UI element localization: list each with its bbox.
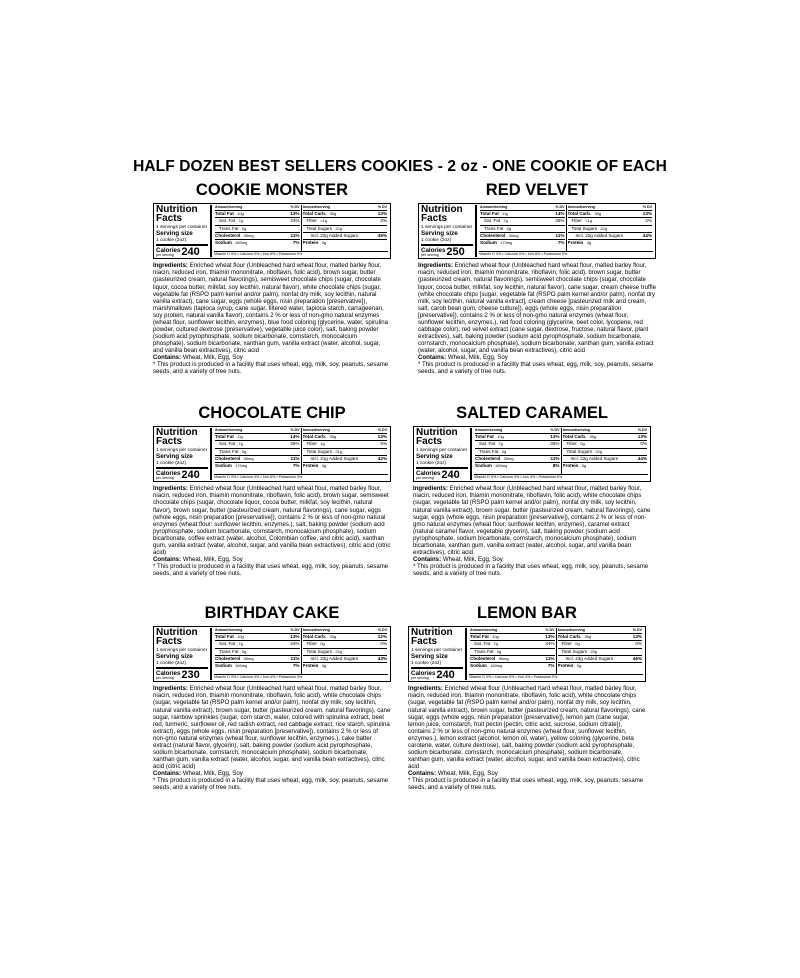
total-fat-dv: 13% [290, 634, 300, 639]
sodium-amount: 180mg [495, 463, 508, 469]
trans-fat-amount: 0g [241, 648, 247, 654]
dv-header: % DV [550, 428, 560, 432]
cholesterol-dv: 11% [290, 232, 300, 238]
nutrient-column-right: Amount/serving % DV Total Carb. 35g 13% Fiber <1g 2% Total Sugars 22g Incl. 22g Added Sugars 44% Protein 3g [566, 205, 654, 251]
nutrition-summary [421, 205, 477, 257]
cholesterol-dv: 11% [545, 655, 555, 661]
serving-size-value: 1 cookie (2oz) [156, 661, 208, 670]
total-carb-dv: 13% [377, 211, 387, 216]
sodium-dv: 7% [292, 240, 300, 246]
nutrient-column-left: Amount/serving % DV Total Fat 10g 13% Sat. Fat 7g 34% Trans Fat 0g Cholesterol 35mg 11% Sodium 160mg 7% [215, 628, 300, 669]
sat-fat-amount: 7g [498, 441, 503, 447]
nutrition-facts-heading: Nutrition Facts [156, 427, 198, 447]
total-sugars-amount: 22g [600, 225, 607, 231]
calories-label: Calories per serving [411, 669, 436, 681]
serving-size-label: Serving size [156, 453, 193, 461]
sodium-dv: 8% [552, 463, 560, 469]
vitamins-line: Vitamin D 0% • Calcium 0% • Iron 4% • Potassium 0% [214, 674, 388, 680]
nutrition-facts-panel [153, 203, 391, 259]
nutrient-table [212, 205, 388, 257]
cookie-card-salted-caramel [413, 403, 651, 577]
sat-fat-dv: 33% [290, 218, 300, 224]
dv-header: % DV [290, 205, 300, 209]
cholesterol-dv: 11% [290, 455, 300, 461]
vitamins-line: Vitamin D 0% • Calcium 0% • Iron 4% • Potassium 0% [474, 474, 648, 480]
contains-label: Contains [153, 354, 180, 361]
total-sugars-amount: 22g [595, 448, 602, 454]
ingredients-label: Ingredients [408, 685, 441, 693]
facility-note: * This product is produced in a facility that uses wheat, egg, milk, soy, peanuts, sesame seeds, and a variety of tree nuts. [408, 777, 644, 792]
total-carb-amount: 35g [589, 434, 597, 439]
sat-fat-amount: 7g [238, 441, 243, 447]
calories-block [421, 247, 473, 257]
total-fat-dv: 14% [555, 211, 565, 216]
fiber-amount: <1g [320, 218, 328, 224]
trans-fat-amount: 0g [241, 225, 247, 231]
nutrient-table [467, 628, 643, 680]
calories-value: 230 [181, 669, 200, 682]
calories-sub-label: per serving [156, 676, 174, 681]
nutrient-table [212, 628, 388, 680]
nutrient-table [477, 205, 653, 257]
cholesterol-dv: 11% [550, 455, 560, 461]
trans-fat-amount: 0g [241, 448, 247, 454]
nutrition-summary [156, 205, 212, 257]
total-fat-dv: 13% [550, 434, 560, 439]
ingredients-text: Enriched wheat flour (Unbleached hard wheat flour, malted barley flour, niacin, reduced iron, thiamin mononitrate, riboflavin, folic acid), brown sugar, butter (pasteurized cream, natural flavorings), semisweet chocolate chips (sugar, chocolate liquor, cocoa butter, milkfat, soy lecithin, natural flavor), cane sugar, cream cheese truffle (white chocolate chips [sugar, vegetable fat (RSPO palm kernel and/or palm), nonfat dry milk, soy lecithin, natural vanilla extract], cream cheese [pasteurized milk and cream, salt, carob bean gum, cheese culture]), eggs (whole eggs, nisin preparation [preservative]), contains 2 % or less of non-gmo natural enzymes (wheat flour, sunflower lecithin, enzymes.), red food coloring (glycerine, beet color, lycopene, red cabbage color), red velvet extract (cane sugar, dextrose, fructose, natural flavor, plant extractives), salt, baking powder (sodium acid pyrophosphate, sodium bicarbonate, cornstarch, monocalcium phosphate), sodium bicarbonate, xanthan gum, vanilla extract (water, alcohol, sugar, and vanilla bean extractives), citric acid [418, 262, 657, 354]
fiber-amount: 1g [320, 441, 325, 447]
cookie-name: LEMON BAR [477, 604, 577, 622]
sat-fat-dv: 34% [290, 641, 300, 647]
amount-header: Amount/serving [470, 628, 498, 632]
cholesterol-amount: 30mg [508, 232, 519, 238]
protein-amount: 3g [321, 463, 327, 469]
facility-note: * This product is produced in a facility that uses wheat, egg, milk, soy, peanuts, sesame seeds, and a variety of tree nuts. [413, 562, 649, 577]
serving-size-value: 1 cookie (2oz) [411, 661, 463, 670]
serving-size-label: Serving size [421, 230, 458, 238]
nutrition-facts-panel [153, 426, 391, 482]
cookie-name: CHOCOLATE CHIP [198, 404, 346, 422]
total-sugars-amount: 22g [335, 225, 342, 231]
added-sugars: Incl. 23g Added Sugars [565, 655, 614, 661]
calories-block [156, 470, 208, 480]
servings-per-container: 1 servings per container [156, 225, 208, 230]
allergens: Contains: Wheat, Milk, Egg, Soy [153, 354, 243, 361]
calories-label: Calories per serving [156, 246, 181, 258]
nutrition-facts-heading: Nutrition Facts [156, 204, 198, 224]
facility-note: * This product is produced in a facility that uses wheat, egg, milk, soy, peanuts, sesame seeds, and a variety of tree nuts. [418, 361, 654, 376]
contains-text: Wheat, Milk, Egg, Soy [182, 769, 243, 777]
cookie-card-lemon-bar [408, 603, 646, 791]
sodium-dv: 7% [547, 663, 555, 669]
vitamins-line: Vitamin D 0% • Calcium 0% • Iron 6% • Potassium 0% [479, 251, 653, 257]
ingredients-label: Ingredients [153, 262, 186, 270]
calories-label: Calories per serving [156, 469, 181, 481]
serving-size-value: 1 cookie (2oz) [156, 238, 208, 247]
cookie-card-red-velvet [418, 180, 656, 375]
sodium-amount: 160mg [235, 240, 248, 246]
dv-header: % DV [545, 628, 555, 632]
cookie-name: BIRTHDAY CAKE [204, 604, 340, 622]
dv-header: % DV [290, 628, 300, 632]
total-fat-amount: 11g [237, 434, 244, 439]
serving-size-label: Serving size [411, 653, 448, 661]
calories-value: 240 [441, 469, 460, 482]
ingredients: Ingredients: Enriched wheat flour (Unbleached hard wheat flour, malted barley flour, niacin, reduced iron, thiamin mononitrate, riboflavin, folic acid), white chocolate chips (sugar, vegetable fat (RSPO palm kernel and/or palm), nonfat dry milk, soy lecithin, natural vanilla extract), brown sugar, butter (pasteurized cream, natural flavorings), cane sugar, rainbow sprinkles (sugar, corn starch, water, colored with spirulina extract, beet red, turmeric, sunflower oil, red radish extract, red cabbage extract, rice starch, spirulina extract), eggs (whole eggs, nisin preparation [preservative]), contains 2 % or less of non-gmo natural enzymes (wheat flour, sunflower lecithin, enzymes.), cake batter extract (natural flavor, glycerin), salt, baking powder (sodium acid pyrophosphate, sodium bicarbonate, cornstarch, monocalcium phosphate), sodium bicarbonate, xanthan gum, vanilla extract (water, alcohol, sugar, and vanilla bean extractives), citric acid (citric acid) [153, 685, 391, 770]
protein-amount: 3g [581, 463, 587, 469]
nutrition-facts-heading: Nutrition Facts [416, 427, 458, 447]
nutrition-summary [411, 628, 467, 680]
added-sugars: Incl. 21g Added Sugars [310, 455, 359, 461]
allergens: Contains: Wheat, Milk, Egg, Soy [153, 769, 243, 777]
cookie-name: SALTED CARAMEL [456, 404, 608, 422]
nutrition-facts-heading: Nutrition Facts [421, 204, 463, 224]
added-sugars: Incl. 22g Added Sugars [310, 232, 359, 238]
sat-fat-dv: 35% [550, 441, 560, 447]
contains-text: Wheat, Milk, Egg, Soy [182, 354, 243, 361]
cookie-card-chocolate-chip [153, 403, 391, 577]
total-fat-dv: 13% [290, 211, 300, 216]
protein-amount: 3g [576, 663, 582, 669]
allergens: Contains: Wheat, Milk, Egg, Soy [153, 555, 243, 563]
facility-note: * This product is produced in a facility that uses wheat, egg, milk, soy, peanuts, sesame seeds, and a variety of tree nuts. [153, 361, 389, 376]
trans-fat-amount: 0g [501, 448, 507, 454]
calories-label: Calories per serving [156, 669, 181, 681]
contains-label: Contains [418, 354, 445, 361]
contains-label: Contains [413, 555, 440, 563]
sodium-dv: 7% [292, 463, 300, 469]
cholesterol-amount: 35mg [243, 655, 254, 661]
nutrition-facts-panel [408, 626, 646, 682]
calories-value: 240 [181, 246, 200, 259]
ingredients-text: Enriched wheat flour (Unbleached hard wheat flour, malted barley flour, niacin, reduced iron, thiamin mononitrate, riboflavin, folic acid), white chocolate chips (sugar, vegetable fat (RSPO palm kernel and/or palm), nonfat dry milk, soy lecithin, natural vanilla extract), brown sugar, butter (pasteurized cream, natural flavorings), cane sugar, eggs (whole eggs, nisin preparation [preservative]), contains 2 % or less of non-gmo natural enzymes (wheat flour, sunflower lecithin, enzymes), caramel extract (natural caramel flavor, vegetable glycerin), salt, baking powder (sodium acid pyrophosphate, sodium bicarbonate, cornstarch, monocalcium phosphate), sodium bicarbonate, xanthan gum, vanilla extract (water, alcohol, sugar, and vanilla bean extractives), citric acid [413, 485, 651, 556]
added-sugars-dv: 44% [642, 232, 652, 238]
dv-header: % DV [555, 205, 565, 209]
calories-block [156, 247, 208, 257]
sodium-amount: 160mg [235, 663, 248, 669]
calories-sub-label: per serving [421, 253, 439, 258]
sat-fat-amount: 7g [503, 218, 508, 224]
total-sugars-amount: 22g [335, 648, 342, 654]
cholesterol-amount: 35mg [503, 455, 514, 461]
contains-label: Contains [153, 555, 180, 563]
contains-text: Wheat, Milk, Egg, Soy [447, 354, 508, 361]
nutrient-column-left: Amount/serving % DV Total Fat 10g 13% Sat. Fat 7g 33% Trans Fat 0g Cholesterol 35mg 11% Sodium 160mg 7% [215, 205, 300, 246]
serving-size-label: Serving size [156, 230, 193, 238]
added-sugars-dv: 42% [377, 455, 387, 461]
total-carb-amount: 33g [329, 634, 337, 639]
contains-text: Wheat, Milk, Egg, Soy [182, 555, 243, 563]
ingredients-text: Enriched wheat flour (Unbleached hard wheat flour, malted barley flour, niacin, reduced iron, thiamin mononitrate, riboflavin, folic acid), white chocolate chips (sugar, vegetable fat (RSPO palm kernel and/or palm), nonfat dry milk, soy lecithin, natural vanilla extract), brown sugar, butter (pasteurized cream, natural flavorings), cane sugar, eggs (whole eggs, nisin preparation [preservative]), lemon jam (cane sugar, lemon juice, cornstarch, fruit pectin [pectin, citric acid, sucrose, sodium citrate]), contains 2 % or less of non-gmo natural enzymes (wheat flour, sunflower lecithin, enzymes.), lemon extract (alcohol, lemon oil, water), yellow coloring (glycerine, beta carotene, water, culture dextrose), salt, baking powder (sodium acid pyrophosphate, sodium bicarbonate, cornstarch, monocalcium phosphate), sodium bicarbonate, xanthan gum, vanilla extract (water, alcohol, sugar, and vanilla bean extractives), citric acid [408, 685, 646, 770]
calories-sub-label: per serving [411, 676, 429, 681]
calories-sub-label: per serving [156, 253, 174, 258]
protein-amount: 3g [586, 240, 592, 246]
ingredients-text: Enriched wheat flour (Unbleached hard wheat flour, malted barley flour, niacin, reduced iron, thiamin mononitrate, riboflavin, folic acid), white chocolate chips (sugar, vegetable fat (RSPO palm kernel and/or palm), nonfat dry milk, soy lecithin, natural vanilla extract), brown sugar, butter (pasteurized cream, natural flavorings), cane sugar, rainbow sprinkles (sugar, corn starch, water, colored with spirulina extract, beet red, turmeric, sunflower oil, red radish extract, red cabbage extract, rice starch, spirulina extract), eggs (whole eggs, nisin preparation [preservative]), contains 2 % or less of non-gmo natural enzymes (wheat flour, sunflower lecithin, enzymes.), cake batter extract (natural flavor, glycerin), salt, baking powder (sodium acid pyrophosphate, sodium bicarbonate, cornstarch, monocalcium phosphate), sodium bicarbonate, xanthan gum, vanilla extract (water, alcohol, sugar, and vanilla bean extractives), citric acid (citric acid) [153, 685, 391, 770]
facility-note: * This product is produced in a facility that uses wheat, egg, milk, soy, peanuts, sesame seeds, and a variety of tree nuts. [153, 777, 389, 792]
nutrient-column-right: Amount/serving % DV Total Carb. 35g 13% Fiber 1g 5% Total Sugars 21g Incl. 21g Added Sugars 42% Protein 3g [301, 428, 389, 474]
nutrition-summary [156, 428, 212, 480]
sodium-dv: 7% [292, 663, 300, 669]
total-fat-amount: 10g [237, 634, 244, 639]
total-carb-dv: 13% [642, 211, 652, 216]
calories-label: Calories per serving [416, 469, 441, 481]
total-fat-amount: 10g [492, 634, 499, 639]
sodium-amount: 170mg [235, 463, 248, 469]
amount-header: Amount/serving [215, 205, 243, 209]
nutrient-column-left: Amount/serving % DV Total Fat 10g 13% Sat. Fat 7g 35% Trans Fat 0g Cholesterol 35mg 11% Sodium 180mg 8% [475, 428, 560, 469]
calories-label: Calories per serving [421, 246, 446, 258]
fiber-amount: 0g [580, 441, 585, 447]
total-carb-amount: 35g [594, 211, 602, 216]
calories-block [156, 670, 208, 680]
fiber-dv: 5% [380, 441, 387, 447]
added-sugars: Incl. 22g Added Sugars [310, 655, 359, 661]
calories-sub-label: per serving [416, 476, 434, 481]
total-fat-dv: 14% [290, 434, 300, 439]
fiber-amount: 0g [320, 641, 325, 647]
allergens: Contains: Wheat, Milk, Egg, Soy [408, 769, 498, 777]
vitamins-line: Vitamin D 0% • Calcium 0% • Iron 4% • Potassium 0% [469, 674, 643, 680]
total-carb-dv: 12% [377, 634, 387, 639]
nutrient-table [212, 428, 388, 480]
total-carb-amount: 35g [329, 211, 337, 216]
ingredients-text: Enriched wheat flour (Unbleached hard wheat flour, malted barley flour, niacin, reduced iron, thiamin mononitrate, riboflavin, folic acid), brown sugar, butter (pasteurized cream, natural flavorings), semisweet chocolate chips (sugar, chocolate liquor, cocoa butter, milkfat, soy lecithin, natural flavor), white chocolate chips (sugar, vegetable fat (RSPO palm kernel and/or palm), nonfat dry milk, soy lecithin, natural vanilla extract), cane sugar, eggs (whole eggs, nisin preparation [preservative]), marshmallows (tapioca syrup, cane sugar, filtered water, tapioca starch, carrageenan, soy protein, natural vanilla flavor), contains 2 % or less of non-gmo natural enzymes (wheat flour, sunflower lecithin, enzymes), blue food coloring (glycerine, water, spirulina powder, cultured dextrose (preservative), vegetable juice color), salt, baking powder (sodium acid pyrophosphate, sodium bicarbonate, cornstarch, monocalcium phosphate), sodium bicarbonate, xanthan gum, vanilla extract (water, alcohol, sugar, and vanilla bean extractives), citric acid [153, 262, 389, 354]
serving-size-label: Serving size [156, 653, 193, 661]
ingredients-label: Ingredients [153, 685, 186, 693]
cookie-card-birthday-cake [153, 603, 391, 791]
ingredients-label: Ingredients [153, 485, 186, 493]
contains-label: Contains [153, 769, 180, 777]
total-carb-amount: 35g [329, 434, 337, 439]
total-fat-amount: 10g [497, 434, 504, 439]
total-sugars-amount: 21g [335, 448, 342, 454]
protein-amount: 3g [321, 663, 327, 669]
total-carb-dv: 13% [637, 434, 647, 439]
amount-header: Amount/serving [475, 428, 503, 432]
serving-size-value: 1 cookie (2oz) [421, 238, 473, 247]
cholesterol-dv: 11% [290, 655, 300, 661]
sat-fat-amount: 7g [493, 641, 498, 647]
sat-fat-dv: 35% [290, 441, 300, 447]
cholesterol-dv: 11% [555, 232, 565, 238]
ingredients-label: Ingredients [418, 262, 451, 270]
cholesterol-amount: 35mg [243, 232, 254, 238]
dv-header: % DV [290, 428, 300, 432]
fiber-amount: 0g [575, 641, 580, 647]
trans-fat-amount: 0g [496, 648, 502, 654]
total-carb-amount: 35g [584, 634, 592, 639]
trans-fat-amount: 0g [506, 225, 512, 231]
ingredients: Ingredients: Enriched wheat flour (Unbleached hard wheat flour, malted barley flour, niacin, reduced iron, thiamin mononitrate, riboflavin, folic acid), white chocolate chips (sugar, vegetable fat (RSPO palm kernel and/or palm), nonfat dry milk, soy lecithin, natural vanilla extract), brown sugar, butter (pasteurized cream, natural flavorings), cane sugar, eggs (whole eggs, nisin preparation [preservative]), lemon jam (cane sugar, lemon juice, cornstarch, fruit pectin [pectin, citric acid, sucrose, sodium citrate]), contains 2 % or less of non-gmo natural enzymes (wheat flour, sunflower lecithin, enzymes.), lemon extract (alcohol, lemon oil, water), yellow coloring (glycerine, beta carotene, water, culture dextrose), salt, baking powder (sodium acid pyrophosphate, sodium bicarbonate, cornstarch, monocalcium phosphate), sodium bicarbonate, xanthan gum, vanilla extract (water, alcohol, sugar, and vanilla bean extractives), citric acid [408, 685, 646, 770]
servings-per-container: 1 servings per container [411, 648, 463, 653]
sat-fat-amount: 7g [238, 641, 243, 647]
amount-header: Amount/serving [215, 428, 243, 432]
fiber-amount: <1g [585, 218, 593, 224]
nutrition-facts-panel [153, 626, 391, 682]
ingredients: Ingredients: Enriched wheat flour (Unbleached hard wheat flour, malted barley flour, niacin, reduced iron, thiamin mononitrate, riboflavin, folic acid), brown sugar, butter (pasteurized cream, natural flavorings), semisweet chocolate chips (sugar, chocolate liquor, cocoa butter, milkfat, soy lecithin, natural flavor), cane sugar, cream cheese truffle (white chocolate chips [sugar, vegetable fat (RSPO palm kernel and/or palm), nonfat dry milk, soy lecithin, natural vanilla extract], cream cheese [pasteurized milk and cream, salt, carob bean gum, cheese culture]), eggs (whole eggs, nisin preparation [preservative]), contains 2 % or less of non-gmo natural enzymes (wheat flour, sunflower lecithin, enzymes.), red food coloring (glycerine, beet color, lycopene, red cabbage color), red velvet extract (cane sugar, dextrose, fructose, natural flavor, plant extractives), salt, baking powder (sodium acid pyrophosphate, sodium bicarbonate, cornstarch, monocalcium phosphate), sodium bicarbonate, xanthan gum, vanilla extract (water, alcohol, sugar, and vanilla bean extractives), citric acid [418, 262, 657, 354]
protein-amount: 3g [321, 240, 327, 246]
added-sugars-dv: 46% [632, 655, 642, 661]
added-sugars-dv: 43% [377, 655, 387, 661]
cookie-card-cookie-monster [153, 180, 391, 375]
nutrient-table [472, 428, 648, 480]
serving-size-value: 1 cookie (2oz) [416, 461, 468, 470]
fiber-dv: 2% [645, 218, 652, 224]
calories-block [411, 670, 463, 680]
added-sugars: Incl. 22g Added Sugars [575, 232, 624, 238]
nutrition-facts-heading: Nutrition Facts [156, 627, 198, 647]
contains-text: Wheat, Milk, Egg, Soy [437, 769, 498, 777]
serving-size-label: Serving size [416, 453, 453, 461]
added-sugars: Incl. 22g Added Sugars [570, 455, 619, 461]
calories-value: 250 [446, 246, 465, 259]
facility-note: * This product is produced in a facility that uses wheat, egg, milk, soy, peanuts, sesame seeds, and a variety of tree nuts. [153, 562, 389, 577]
nutrient-column-left: Amount/serving % DV Total Fat 11g 14% Sat. Fat 7g 35% Trans Fat 0g Cholesterol 35mg 11% Sodium 170mg 7% [215, 428, 300, 469]
nutrient-column-left: Amount/serving % DV Total Fat 10g 13% Sat. Fat 7g 34% Trans Fat 0g Cholesterol 90mg 11% Sodium 160mg 7% [470, 628, 555, 669]
sodium-amount: 160mg [490, 663, 503, 669]
cholesterol-amount: 35mg [243, 455, 254, 461]
calories-block [416, 470, 468, 480]
nutrient-column-right: Amount/serving % DV Total Carb. 33g 12% Fiber 0g 0% Total Sugars 22g Incl. 22g Added Sugars 43% Protein 3g [301, 628, 389, 674]
ingredients: Ingredients: Enriched wheat flour (Unbleached hard wheat flour, malted barley flour, niacin, reduced iron, thiamin mononitrate, riboflavin, folic acid), white chocolate chips (sugar, vegetable fat (RSPO palm kernel and/or palm), nonfat dry milk, soy lecithin, natural vanilla extract), brown sugar, butter (pasteurized cream, natural flavorings), cane sugar, eggs (whole eggs, nisin preparation [preservative]), contains 2 % or less of non-gmo natural enzymes (wheat flour, sunflower lecithin, enzymes), caramel extract (natural caramel flavor, vegetable glycerin), salt, baking powder (sodium acid pyrophosphate, sodium bicarbonate, cornstarch, monocalcium phosphate), sodium bicarbonate, xanthan gum, vanilla extract (water, alcohol, sugar, and vanilla bean extractives), citric acid [413, 485, 651, 556]
servings-per-container: 1 servings per container [421, 225, 473, 230]
servings-per-container: 1 servings per container [416, 448, 468, 453]
sat-fat-amount: 7g [238, 218, 243, 224]
total-fat-amount: 11g [502, 211, 509, 216]
added-sugars-dv: 44% [637, 455, 647, 461]
amount-header: Amount/serving [215, 628, 243, 632]
vitamins-line: Vitamin D 0% • Calcium 0% • Iron 6% • Potassium 0% [214, 251, 388, 257]
ingredients: Ingredients: Enriched wheat flour (Unbleached hard wheat flour, malted barley flour, niacin, reduced iron, thiamin mononitrate, riboflavin, folic acid), brown sugar, butter (pasteurized cream, natural flavorings), semisweet chocolate chips (sugar, chocolate liquor, cocoa butter, milkfat, soy lecithin, natural flavor), white chocolate chips (sugar, vegetable fat (RSPO palm kernel and/or palm), nonfat dry milk, soy lecithin, natural vanilla extract), cane sugar, eggs (whole eggs, nisin preparation [preservative]), marshmallows (tapioca syrup, cane sugar, filtered water, tapioca starch, carrageenan, soy protein, natural vanilla flavor), contains 2 % or less of non-gmo natural enzymes (wheat flour, sunflower lecithin, enzymes), blue food coloring (glycerine, water, spirulina powder, cultured dextrose (preservative), vegetable juice color), salt, baking powder (sodium acid pyrophosphate, sodium bicarbonate, cornstarch, monocalcium phosphate), sodium bicarbonate, xanthan gum, vanilla extract (water, alcohol, sugar, and vanilla bean extractives), citric acid [153, 262, 389, 354]
calories-value: 240 [181, 469, 200, 482]
vitamins-line: Vitamin D 0% • Calcium 0% • Iron 6% • Potassium 0% [214, 474, 388, 480]
ingredients: Ingredients: Enriched wheat flour (Unbleached hard wheat flour, malted barley flour, niacin, reduced iron, thiamin mononitrate, riboflavin, folic acid), brown sugar, semisweet chocolate chips (sugar, chocolate liquor, cocoa butter, milkfat, soy lecithin, natural flavor), brown sugar, butter (pasteurized cream, natural flavorings), cane sugar, eggs (whole eggs, nisin preparation [preservative]), contains 2 % or less of non-gmo natural enzymes (wheat flour: sunflower lecithin, enzymes.), salt, baking powder (sodium acid pyrophosphate, sodium bicarbonate, cornstarch, monocalcium phosphate), sodium bicarbonate, coffee extract (water, alcohol, Colombian coffee, and citric acid), xanthan gum, vanilla extract (water, alcohol, sugar, and vanilla bean extractives), citric acid (citric acid) [153, 485, 391, 556]
nutrition-summary [156, 628, 212, 680]
total-carb-dv: 13% [377, 434, 387, 439]
sat-fat-dv: 34% [545, 641, 555, 647]
nutrient-column-right: Amount/serving % DV Total Carb. 35g 13% Fiber <1g 2% Total Sugars 22g Incl. 22g Added Sugars 45% Protein 3g [301, 205, 389, 251]
contains-text: Wheat, Milk, Egg, Soy [442, 555, 503, 563]
sat-fat-dv: 35% [555, 218, 565, 224]
calories-sub-label: per serving [156, 476, 174, 481]
cholesterol-amount: 90mg [498, 655, 509, 661]
contains-label: Contains [408, 769, 435, 777]
nutrition-summary [416, 428, 472, 480]
fiber-dv: 0% [635, 641, 642, 647]
cookie-name: COOKIE MONSTER [195, 181, 349, 199]
nutrient-column-left: Amount/serving % DV Total Fat 11g 14% Sat. Fat 7g 35% Trans Fat 0g Cholesterol 30mg 11% Sodium 170mg 7% [480, 205, 565, 246]
ingredients-label: Ingredients [413, 485, 446, 493]
nutrient-column-right: Amount/serving % DV Total Carb. 35g 13% Fiber 0g 0% Total Sugars 22g Incl. 22g Added Sugars 44% Protein 3g [561, 428, 649, 474]
allergens: Contains: Wheat, Milk, Egg, Soy [413, 555, 503, 563]
nutrition-facts-panel [418, 203, 656, 259]
total-fat-dv: 13% [545, 634, 555, 639]
page-title: HALF DOZEN BEST SELLERS COOKIES - 2 oz - ONE COOKIE OF EACH [133, 158, 667, 175]
calories-value: 240 [436, 669, 455, 682]
ingredients-text: Enriched wheat flour (Unbleached hard wheat flour, malted barley flour, niacin, reduced iron, thiamin mononitrate, riboflavin, folic acid), brown sugar, semisweet chocolate chips (sugar, chocolate liquor, cocoa butter, milkfat, soy lecithin, natural flavor), brown sugar, butter (pasteurized cream, natural flavorings), cane sugar, eggs (whole eggs, nisin preparation [preservative]), contains 2 % or less of non-gmo natural enzymes (wheat flour: sunflower lecithin, enzymes.), salt, baking powder (sodium acid pyrophosphate, sodium bicarbonate, cornstarch, monocalcium phosphate), sodium bicarbonate, coffee extract (water, alcohol, Colombian coffee, and citric acid), xanthan gum, vanilla extract (water, alcohol, sugar, and vanilla bean extractives), citric acid (citric acid) [153, 485, 391, 556]
added-sugars-dv: 45% [377, 232, 387, 238]
sodium-dv: 7% [557, 240, 565, 246]
fiber-dv: 0% [640, 441, 647, 447]
serving-size-value: 1 cookie (2oz) [156, 461, 208, 470]
total-carb-dv: 13% [632, 634, 642, 639]
total-fat-amount: 10g [237, 211, 244, 216]
total-sugars-amount: 23g [590, 648, 597, 654]
cookie-name: RED VELVET [485, 181, 589, 199]
amount-header: Amount/serving [480, 205, 508, 209]
fiber-dv: 0% [380, 641, 387, 647]
nutrition-facts-heading: Nutrition Facts [411, 627, 453, 647]
nutrient-column-right: Amount/serving % DV Total Carb. 35g 13% Fiber 0g 0% Total Sugars 23g Incl. 23g Added Sugars 46% Protein 3g [556, 628, 644, 674]
allergens: Contains: Wheat, Milk, Egg, Soy [418, 354, 508, 361]
servings-per-container: 1 servings per container [156, 648, 208, 653]
nutrition-facts-panel [413, 426, 651, 482]
fiber-dv: 2% [380, 218, 387, 224]
sodium-amount: 170mg [500, 240, 513, 246]
servings-per-container: 1 servings per container [156, 448, 208, 453]
